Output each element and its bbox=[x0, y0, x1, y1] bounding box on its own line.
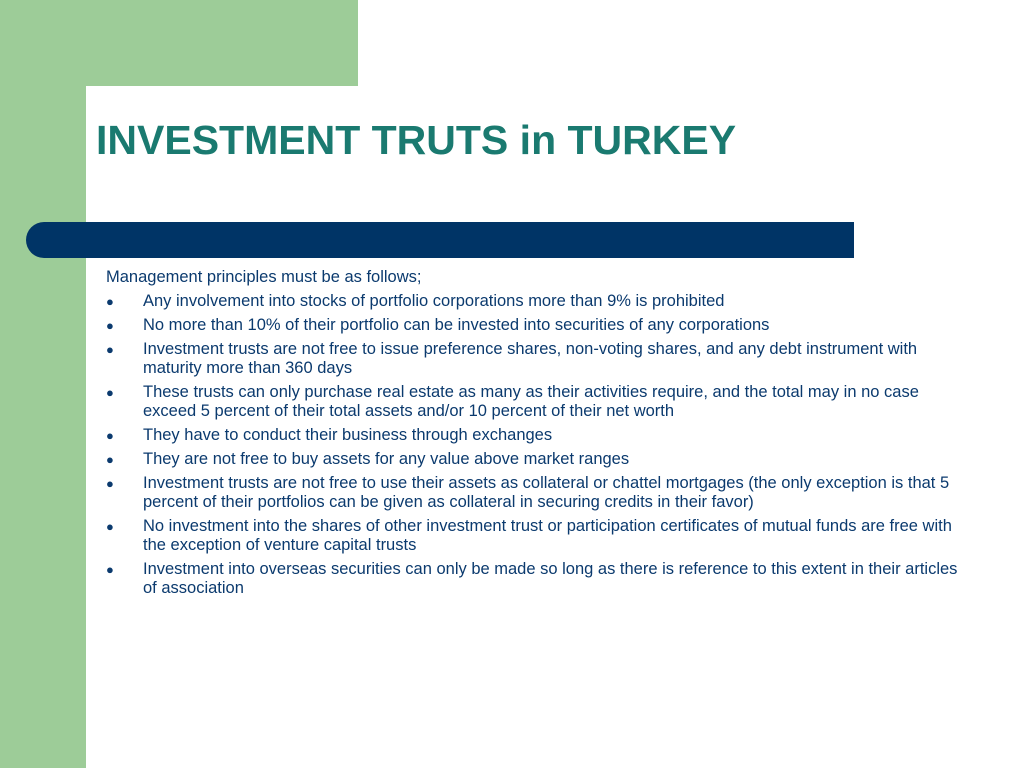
green-top-band bbox=[0, 0, 358, 86]
list-item bbox=[106, 560, 966, 598]
list-item bbox=[106, 292, 966, 311]
list-item-text: They have to conduct their business through exchanges bbox=[143, 426, 553, 444]
bullet-icon: ● bbox=[106, 318, 114, 333]
list-item-text: No investment into the shares of other investment trust or participation certificates of mutual funds are free with the exception of venture capital trusts bbox=[143, 517, 952, 554]
bullet-icon: ● bbox=[106, 428, 114, 443]
slide-body bbox=[106, 268, 966, 603]
list-item bbox=[106, 383, 966, 421]
list-item-text: Investment trusts are not free to issue preference shares, non-voting shares, and any debt instrument with maturity more than 360 days bbox=[143, 340, 918, 377]
slide-title: INVESTMENT TRUTS in TURKEY bbox=[96, 117, 737, 163]
bullet-icon: ● bbox=[106, 294, 114, 309]
list-item-text: Investment into overseas securities can only be made so long as there is reference to this extent in their articles of association bbox=[143, 560, 958, 597]
bullet-icon: ● bbox=[106, 342, 114, 357]
bullet-list bbox=[106, 292, 966, 598]
title-accent-bar bbox=[26, 222, 854, 258]
intro-text: Management principles must be as follows; bbox=[106, 268, 422, 286]
bullet-icon: ● bbox=[106, 476, 114, 491]
list-item bbox=[106, 340, 966, 378]
bullet-icon: ● bbox=[106, 452, 114, 467]
list-item-text: Any involvement into stocks of portfolio corporations more than 9% is prohibited bbox=[143, 292, 725, 310]
list-item bbox=[106, 426, 966, 445]
list-item-text: No more than 10% of their portfolio can be invested into securities of any corporations bbox=[143, 316, 770, 334]
list-item-text: They are not free to buy assets for any value above market ranges bbox=[143, 450, 630, 468]
list-item bbox=[106, 316, 966, 335]
bullet-icon: ● bbox=[106, 519, 114, 534]
green-side-band bbox=[0, 0, 86, 768]
list-item-text: These trusts can only purchase real estate as many as their activities require, and the total may in no case exceed 5 percent of their total assets and/or 10 percent of their net worth bbox=[143, 383, 919, 420]
bullet-icon: ● bbox=[106, 385, 114, 400]
list-item bbox=[106, 474, 966, 512]
list-item bbox=[106, 450, 966, 469]
bullet-icon: ● bbox=[106, 562, 114, 577]
list-item-text: Investment trusts are not free to use their assets as collateral or chattel mortgages (the only exception is that 5 percent of their portfolios can be given as collateral in securing credits in their favor) bbox=[143, 474, 950, 511]
list-item bbox=[106, 517, 966, 555]
